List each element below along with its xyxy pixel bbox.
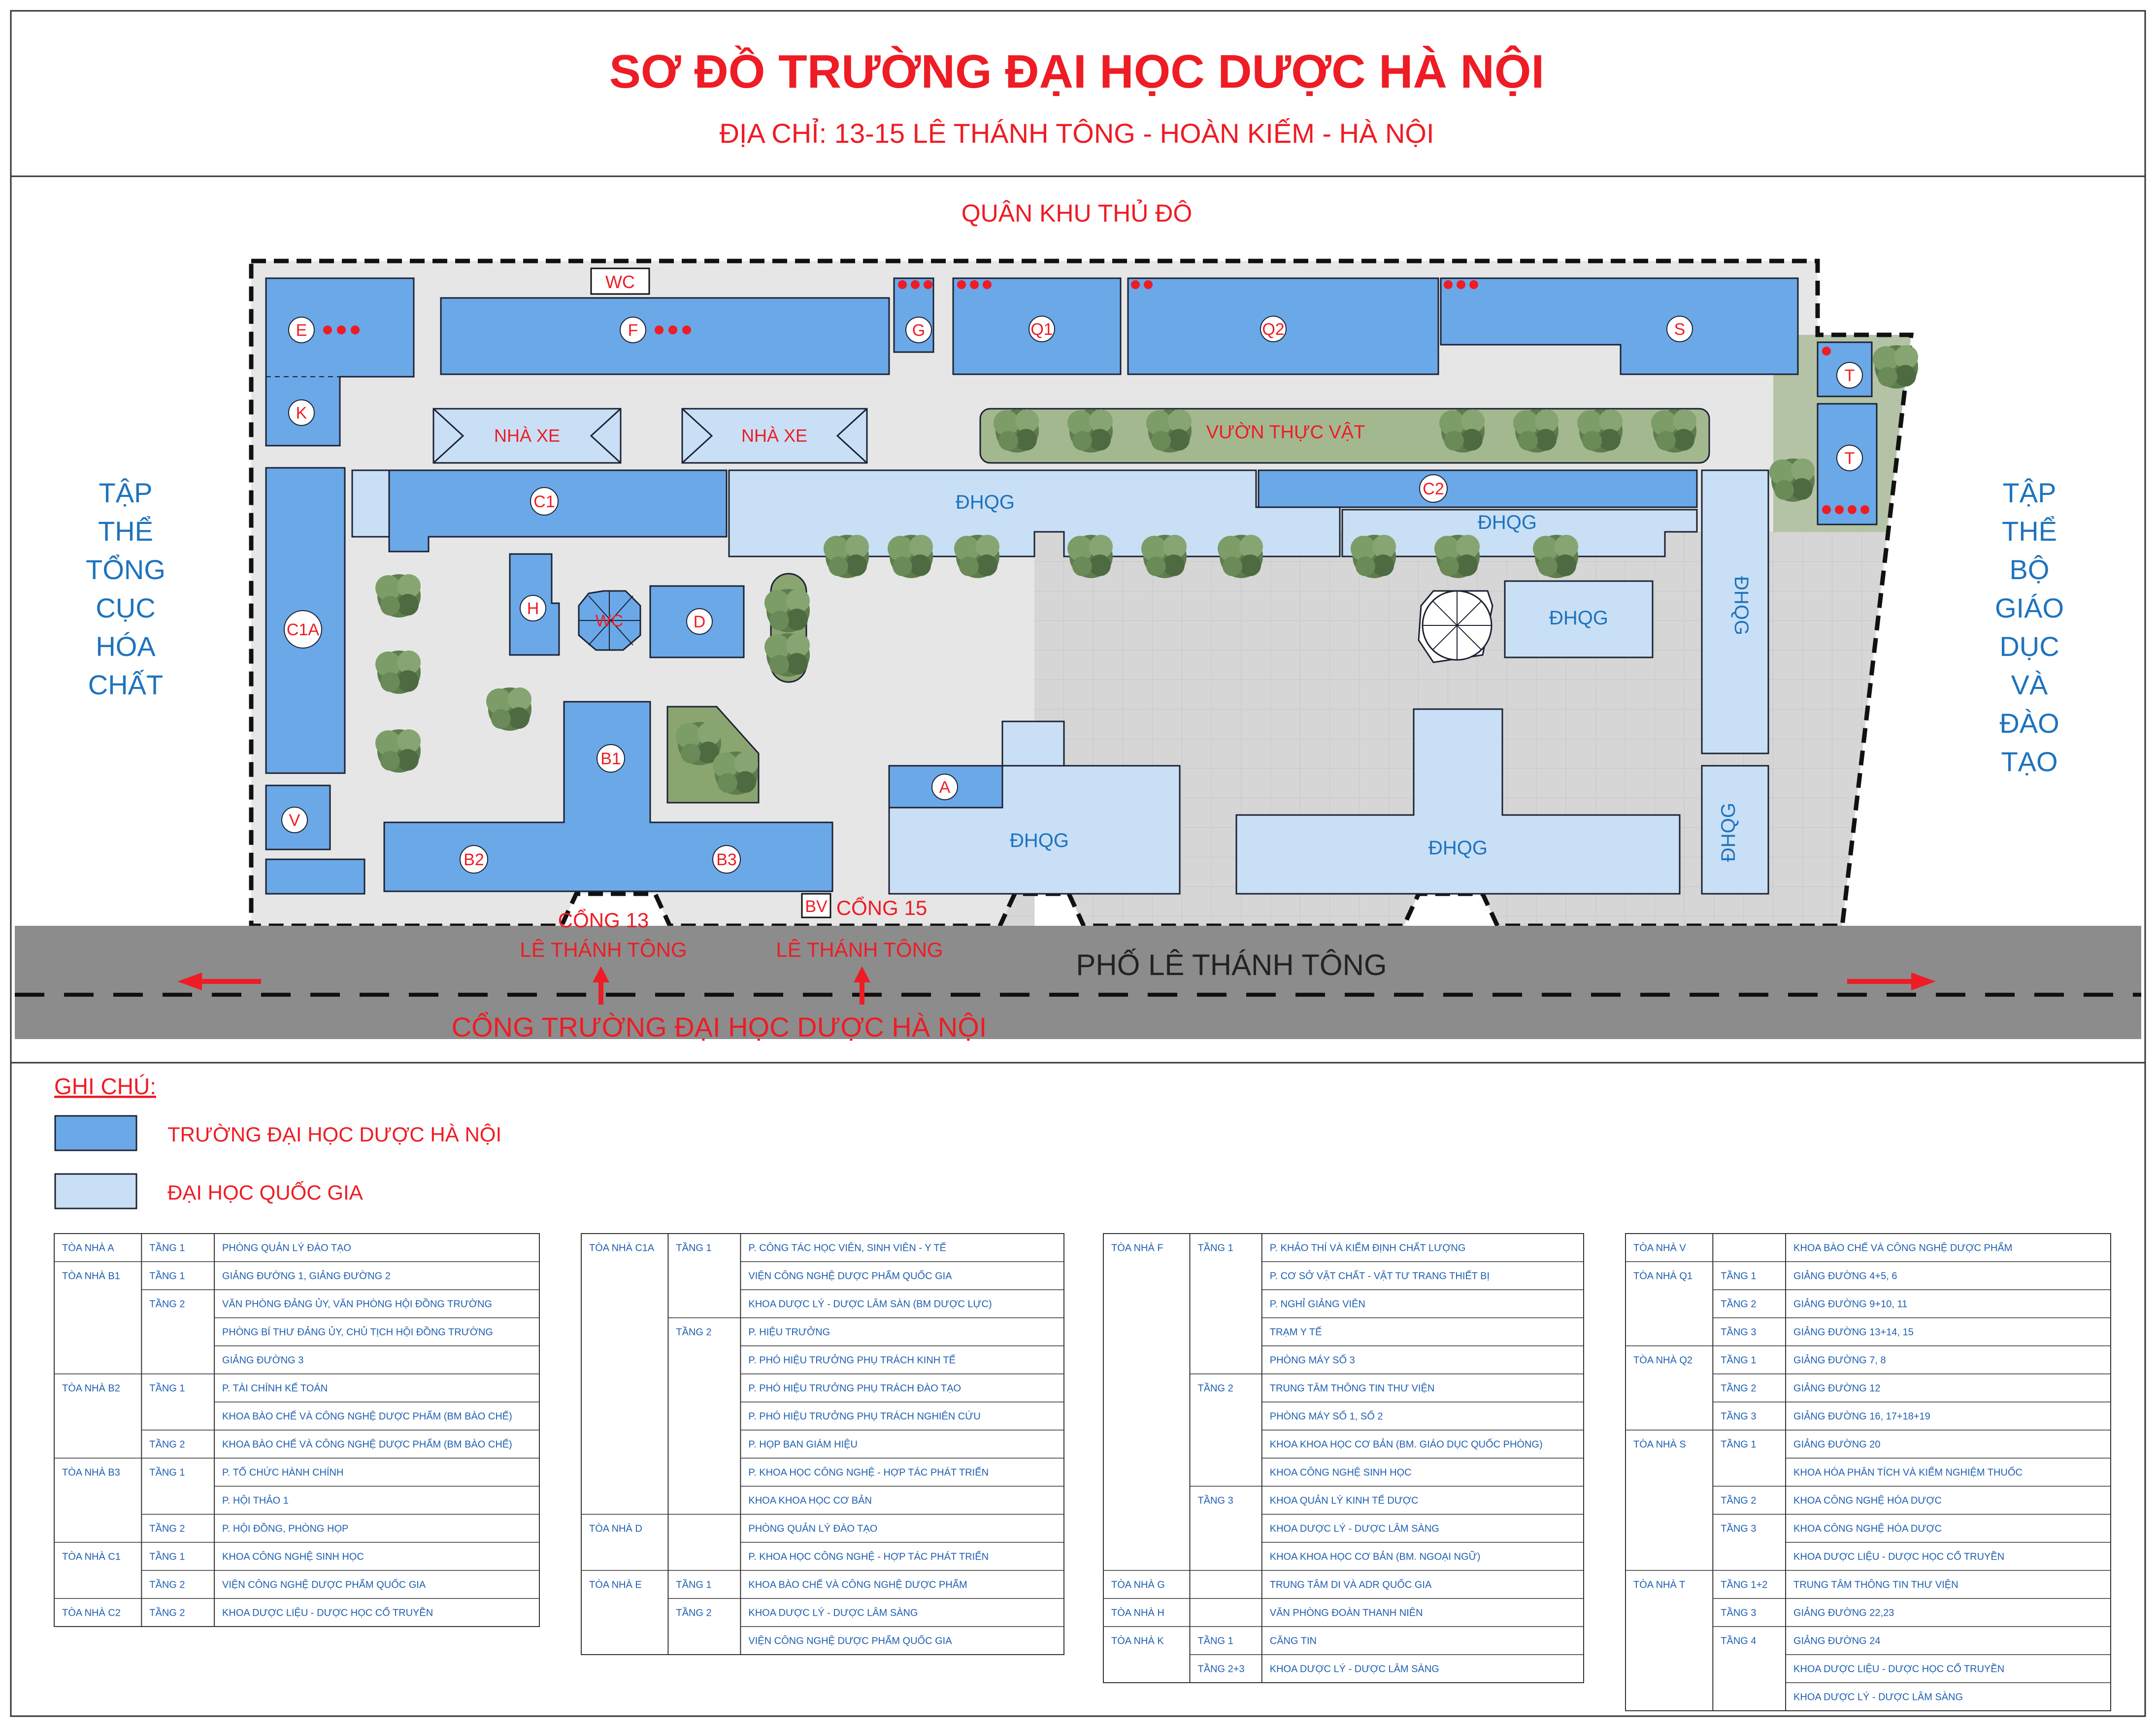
table-cell-room: P. KHOA HỌC CÔNG NGHỆ - HỢP TÁC PHÁT TRIỂN xyxy=(748,1467,989,1478)
building-v-label: V xyxy=(289,811,300,830)
svg-text:B1: B1 xyxy=(600,749,621,768)
table-cell-floor: TẦNG 2+3 xyxy=(1197,1663,1245,1675)
table-cell-building: TÒA NHÀ S xyxy=(1633,1439,1686,1450)
table-cell-room: VIỆN CÔNG NGHỆ DƯỢC PHẨM QUỐC GIA xyxy=(222,1579,426,1591)
table-cell-room: GIẢNG ĐƯỜNG 24 xyxy=(1793,1635,1881,1647)
table-cell-building: TÒA NHÀ Q2 xyxy=(1633,1355,1693,1366)
table-cell-room: GIẢNG ĐƯỜNG 12 xyxy=(1793,1383,1881,1394)
table-cell-floor: TẦNG 2 xyxy=(1721,1383,1757,1394)
table-cell-room: PHÒNG BÍ THƯ ĐẢNG ỦY, CHỦ TỊCH HỘI ĐỒNG TRƯỜNG xyxy=(222,1327,493,1338)
room-table xyxy=(581,1234,1064,1655)
svg-text:ĐHQG: ĐHQG xyxy=(1730,576,1752,635)
gate15-label: CỔNG 15 xyxy=(836,896,928,919)
svg-text:TẬP: TẬP xyxy=(99,477,153,508)
table-cell-room: GIẢNG ĐƯỜNG 3 xyxy=(222,1355,304,1366)
table-cell-room: GIẢNG ĐƯỜNG 9+10, 11 xyxy=(1793,1299,1908,1310)
table-cell-room: CĂNG TIN xyxy=(1269,1635,1317,1647)
table-cell-floor: TẦNG 1 xyxy=(1721,1271,1757,1282)
table-cell-floor: TẦNG 1 xyxy=(149,1271,185,1282)
table-cell-room: P. HỘI ĐỒNG, PHÒNG HỌP xyxy=(222,1523,349,1534)
gate13-label: CỔNG 13 xyxy=(558,909,649,932)
table-cell-room: GIẢNG ĐƯỜNG 7, 8 xyxy=(1793,1355,1886,1366)
table-cell-room: KHOA BÀO CHẾ VÀ CÔNG NGHỆ DƯỢC PHẨM (BM BÀO CHẾ) xyxy=(222,1439,512,1450)
svg-text:TẠO: TẠO xyxy=(2001,746,2058,777)
table-cell-room: PHÒNG QUẢN LÝ ĐÀO TẠO xyxy=(748,1523,878,1534)
table-cell-floor: TẦNG 4 xyxy=(1721,1635,1757,1647)
table-cell-room: KHOA DƯỢC LÝ - DƯỢC LÂM SÀNG xyxy=(1269,1663,1439,1675)
building-a-tower xyxy=(1002,721,1064,766)
table-cell-floor: TẦNG 2 xyxy=(149,1439,185,1450)
table-cell-floor: TẦNG 1 xyxy=(1721,1355,1757,1366)
table-cell-room: P. HỘI THẢO 1 xyxy=(222,1495,289,1506)
table-cell-floor: TẦNG 1 xyxy=(1721,1439,1757,1450)
table-cell-room: KHOA HÓA PHÂN TÍCH VÀ KIỂM NGHIỆM THUỐC xyxy=(1793,1467,2023,1478)
table-cell-floor: TẦNG 3 xyxy=(1721,1607,1757,1619)
svg-text:Q2: Q2 xyxy=(1262,320,1285,339)
table-cell-building: TÒA NHÀ H xyxy=(1111,1607,1164,1619)
svg-text:K: K xyxy=(296,404,307,423)
table-cell-floor: TẦNG 1 xyxy=(149,1551,185,1563)
table-cell-room: VIỆN CÔNG NGHỆ DƯỢC PHẨM QUỐC GIA xyxy=(748,1271,952,1282)
table-cell-floor: TẦNG 2 xyxy=(1721,1299,1757,1310)
table-cell-room: GIẢNG ĐƯỜNG 16, 17+18+19 xyxy=(1793,1411,1930,1422)
table-cell-room: P. TỔ CHỨC HÀNH CHÍNH xyxy=(222,1467,344,1478)
parking-2-label: NHÀ XE xyxy=(741,425,808,446)
table-cell-room: KHOA DƯỢC LÝ - DƯỢC LÂM SÀN (BM DƯỢC LỰC) xyxy=(748,1299,992,1310)
svg-text:DỤC: DỤC xyxy=(1999,631,2059,662)
svg-text:ĐÀO: ĐÀO xyxy=(1999,708,2059,739)
table-cell-room: VĂN PHÒNG ĐẢNG ỦY, VĂN PHÒNG HỘI ĐỒNG TRƯỜNG xyxy=(222,1299,493,1310)
table-cell-room: TRẠM Y TẾ xyxy=(1269,1327,1322,1338)
table-cell-room: GIẢNG ĐƯỜNG 20 xyxy=(1793,1439,1881,1450)
svg-text:HÓA: HÓA xyxy=(96,631,156,662)
table-cell-room: KHOA KHOA HỌC CƠ BẢN xyxy=(748,1495,872,1506)
table-cell-building: TÒA NHÀ G xyxy=(1111,1579,1165,1591)
table-cell-room: P. HIỆU TRƯỞNG xyxy=(748,1327,830,1338)
table-cell-room: GIẢNG ĐƯỜNG 13+14, 15 xyxy=(1793,1327,1914,1338)
table-cell-room: P. CƠ SỞ VẬT CHẤT - VẬT TƯ TRANG THIẾT BỊ xyxy=(1269,1271,1490,1282)
table-cell-room: TRUNG TÂM THÔNG TIN THƯ VIỆN xyxy=(1793,1579,1958,1591)
building-a-label: A xyxy=(939,778,951,797)
connector-c1a-c1 xyxy=(352,470,389,537)
table-cell-room: VIỆN CÔNG NGHỆ DƯỢC PHẨM QUỐC GIA xyxy=(748,1635,952,1647)
svg-text:TẬP: TẬP xyxy=(2002,477,2056,508)
svg-text:B2: B2 xyxy=(464,850,484,869)
table-cell-room: VĂN PHÒNG ĐOÀN THANH NIÊN xyxy=(1269,1607,1423,1619)
table-cell-building: TÒA NHÀ B3 xyxy=(62,1467,120,1478)
svg-text:B3: B3 xyxy=(716,850,737,869)
table-cell-room: P. KHOA HỌC CÔNG NGHỆ - HỢP TÁC PHÁT TRIỂN xyxy=(748,1551,989,1563)
svg-text:BỘ: BỘ xyxy=(2009,554,2050,585)
svg-text:TỔNG: TỔNG xyxy=(86,554,166,585)
table-cell-building: TÒA NHÀ V xyxy=(1633,1242,1686,1254)
table-cell-room: P. HỌP BAN GIÁM HIỆU xyxy=(748,1439,858,1450)
table-cell-building: TÒA NHÀ B2 xyxy=(62,1383,120,1394)
street-name: PHỐ LÊ THÁNH TÔNG xyxy=(1076,948,1387,981)
room-table xyxy=(54,1234,539,1627)
svg-text:C1A: C1A xyxy=(286,620,320,639)
table-cell-room: KHOA KHOA HỌC CƠ BẢN (BM. GIÁO DỤC QUỐC PHÒNG) xyxy=(1269,1439,1543,1450)
building-f[interactable] xyxy=(441,298,889,374)
table-cell-building: TÒA NHÀ A xyxy=(62,1242,114,1254)
table-cell-room: KHOA BÀO CHẾ VÀ CÔNG NGHỆ DƯỢC PHẨM (BM BÀO CHẾ) xyxy=(222,1411,512,1422)
table-cell-room: KHOA DƯỢC LÝ - DƯỢC LÂM SÀNG xyxy=(1269,1523,1439,1534)
table-cell-floor: TẦNG 3 xyxy=(1197,1495,1233,1506)
table-cell-room: KHOA KHOA HỌC CƠ BẢN (BM. NGOẠI NGỮ) xyxy=(1269,1551,1481,1563)
table-cell-building: TÒA NHÀ C2 xyxy=(62,1607,121,1619)
table-cell-room: PHÒNG QUẢN LÝ ĐÀO TẠO xyxy=(222,1242,351,1254)
table-cell-floor: TẦNG 1 xyxy=(149,1383,185,1394)
table-cell-room: KHOA BÀO CHẾ VÀ CÔNG NGHỆ DƯỢC PHẨM xyxy=(1793,1242,2013,1254)
table-cell-room: P. PHÓ HIỆU TRƯỞNG PHỤ TRÁCH KINH TẾ xyxy=(748,1355,956,1366)
table-cell-building: TÒA NHÀ Q1 xyxy=(1633,1271,1693,1282)
table-cell-room: PHÒNG MÁY SỐ 1, SỐ 2 xyxy=(1269,1411,1383,1422)
parking-1-label: NHÀ XE xyxy=(494,425,561,446)
table-cell-room: KHOA CÔNG NGHỆ SINH HỌC xyxy=(222,1551,364,1563)
table-cell-room: KHOA DƯỢC LIỆU - DƯỢC HỌC CỔ TRUYỀN xyxy=(222,1607,433,1619)
table-cell-room: KHOA CÔNG NGHỆ HÓA DƯỢC xyxy=(1793,1495,1942,1506)
table-cell-floor: TẦNG 3 xyxy=(1721,1523,1757,1534)
dhqg-big-label: ĐHQG xyxy=(1428,837,1488,859)
svg-text:THỂ: THỂ xyxy=(98,516,153,547)
table-cell-room: PHÒNG MÁY SỐ 3 xyxy=(1269,1355,1355,1366)
table-cell-floor: TẦNG 1 xyxy=(676,1579,712,1591)
table-cell-floor: TẦNG 2 xyxy=(149,1579,185,1591)
table-cell-floor: TẦNG 2 xyxy=(676,1327,712,1338)
table-cell-room: GIẢNG ĐƯỜNG 1, GIẢNG ĐƯỜNG 2 xyxy=(222,1271,391,1282)
legend-label-hn: TRƯỜNG ĐẠI HỌC DƯỢC HÀ NỘI xyxy=(167,1123,502,1146)
table-cell-building: TÒA NHÀ D xyxy=(589,1523,642,1534)
wc-top-label: WC xyxy=(605,272,635,292)
legend-swatch-hn xyxy=(55,1116,136,1150)
legend-title: GHI CHÚ: xyxy=(54,1074,156,1099)
svg-text:E: E xyxy=(296,321,307,340)
page-title: SƠ ĐỒ TRƯỜNG ĐẠI HỌC DƯỢC HÀ NỘI xyxy=(609,45,1545,98)
svg-text:GIÁO: GIÁO xyxy=(1994,592,2064,623)
table-cell-room: KHOA CÔNG NGHỆ HÓA DƯỢC xyxy=(1793,1523,1942,1534)
botanical-garden-label: VƯỜN THỰC VẬT xyxy=(1206,422,1365,443)
table-cell-building: TÒA NHÀ F xyxy=(1111,1242,1163,1254)
table-cell-room: KHOA DƯỢC LIỆU - DƯỢC HỌC CỔ TRUYỀN xyxy=(1793,1663,2005,1675)
table-cell-room: GIẢNG ĐƯỜNG 4+5, 6 xyxy=(1793,1271,1897,1282)
table-cell-room: KHOA QUẢN LÝ KINH TẾ DƯỢC xyxy=(1269,1495,1419,1506)
table-cell-building: TÒA NHÀ B1 xyxy=(62,1271,120,1282)
table-cell-room: P. TÀI CHÍNH KẾ TOÁN xyxy=(222,1383,328,1394)
dhqg-a-label: ĐHQG xyxy=(1010,830,1069,851)
table-cell-floor: TẦNG 1+2 xyxy=(1721,1579,1768,1591)
table-cell-floor: TẦNG 2 xyxy=(1721,1495,1757,1506)
page-address: ĐỊA CHỈ: 13-15 LÊ THÁNH TÔNG - HOÀN KIẾM - HÀ NỘI xyxy=(719,118,1434,149)
main-gate-label: CỔNG TRƯỜNG ĐẠI HỌC DƯỢC HÀ NỘI xyxy=(451,1011,987,1043)
table-cell-building: TÒA NHÀ C1 xyxy=(62,1551,121,1563)
table-cell-room: KHOA DƯỢC LÝ - DƯỢC LÂM SÀNG xyxy=(748,1607,918,1619)
table-cell-room: P. PHÓ HIỆU TRƯỞNG PHỤ TRÁCH ĐÀO TẠO xyxy=(748,1383,962,1394)
table-cell-room: TRUNG TÂM THÔNG TIN THƯ VIỆN xyxy=(1269,1383,1435,1394)
table-cell-room: KHOA BÀO CHẾ VÀ CÔNG NGHỆ DƯỢC PHẨM xyxy=(748,1579,967,1591)
gate13-street: LÊ THÁNH TÔNG xyxy=(520,938,687,961)
table-cell-room: P. KHẢO THÍ VÀ KIỂM ĐỊNH CHẤT LƯỢNG xyxy=(1269,1242,1466,1254)
table-cell-floor: TẦNG 1 xyxy=(1197,1635,1233,1647)
gate15-street: LÊ THÁNH TÔNG xyxy=(776,938,943,961)
table-cell-room: KHOA DƯỢC LIỆU - DƯỢC HỌC CỔ TRUYỀN xyxy=(1793,1551,2005,1563)
road xyxy=(15,926,2141,1039)
table-cell-building: TÒA NHÀ T xyxy=(1633,1579,1686,1591)
table-cell-room: P. NGHỈ GIẢNG VIÊN xyxy=(1269,1299,1365,1310)
svg-text:C2: C2 xyxy=(1423,480,1444,498)
svg-text:Q1: Q1 xyxy=(1030,320,1053,339)
svg-text:CHẤT: CHẤT xyxy=(88,669,164,700)
table-cell-floor: TẦNG 1 xyxy=(1197,1242,1233,1254)
svg-text:ĐHQG: ĐHQG xyxy=(1549,607,1608,629)
table-cell-floor: TẦNG 1 xyxy=(149,1242,185,1254)
table-cell-floor: TẦNG 2 xyxy=(149,1523,185,1534)
svg-text:S: S xyxy=(1674,320,1686,339)
table-cell-floor: TẦNG 2 xyxy=(1197,1383,1233,1394)
table-cell-room: KHOA DƯỢC LÝ - DƯỢC LÂM SÀNG xyxy=(1793,1692,1963,1703)
building-c2[interactable] xyxy=(1259,470,1697,507)
svg-text:VÀ: VÀ xyxy=(2011,669,2048,700)
table-cell-floor: TẦNG 1 xyxy=(149,1467,185,1478)
svg-text:C1: C1 xyxy=(533,492,555,511)
table-cell-floor: TẦNG 3 xyxy=(1721,1327,1757,1338)
table-cell-floor: TẦNG 2 xyxy=(149,1607,185,1619)
table-cell-floor: TẦNG 2 xyxy=(676,1607,712,1619)
svg-text:THỂ: THỂ xyxy=(2002,516,2057,547)
guard-booth-label: BV xyxy=(805,897,828,916)
table-cell-room: GIẢNG ĐƯỜNG 22,23 xyxy=(1793,1607,1894,1619)
svg-text:G: G xyxy=(912,321,926,340)
svg-text:T: T xyxy=(1844,449,1855,468)
building-h-label: H xyxy=(527,599,539,618)
table-cell-floor: TẦNG 2 xyxy=(149,1299,185,1310)
svg-text:F: F xyxy=(628,321,638,340)
legend-label-qg: ĐẠI HỌC QUỐC GIA xyxy=(167,1181,363,1204)
svg-text:ĐHQG: ĐHQG xyxy=(1478,512,1537,533)
svg-text:T: T xyxy=(1844,366,1855,385)
table-cell-building: TÒA NHÀ E xyxy=(589,1579,642,1591)
north-neighbor: QUÂN KHU THỦ ĐÔ xyxy=(961,199,1193,227)
legend-swatch-qg xyxy=(55,1174,136,1208)
table-cell-room: KHOA CÔNG NGHỆ SINH HỌC xyxy=(1269,1467,1412,1478)
table-cell-building: TÒA NHÀ K xyxy=(1111,1635,1164,1647)
svg-text:CỤC: CỤC xyxy=(96,592,156,623)
room-table xyxy=(1103,1234,1584,1683)
wc-pavilion-label: WC xyxy=(595,612,624,630)
table-cell-floor: TẦNG 3 xyxy=(1721,1411,1757,1422)
building-d-label: D xyxy=(693,613,706,631)
svg-text:ĐHQG: ĐHQG xyxy=(1718,803,1739,862)
table-cell-floor: TẦNG 1 xyxy=(676,1242,712,1254)
table-cell-room: P. CÔNG TÁC HỌC VIÊN, SINH VIÊN - Y TẾ xyxy=(748,1242,946,1254)
table-cell-building: TÒA NHÀ C1A xyxy=(589,1242,655,1254)
table-cell-room: TRUNG TÂM DI VÀ ADR QUỐC GIA xyxy=(1269,1579,1432,1591)
building-v-annex[interactable] xyxy=(266,859,365,894)
room-table xyxy=(1625,1234,2111,1711)
svg-text:ĐHQG: ĐHQG xyxy=(956,491,1015,513)
table-cell-room: P. PHÓ HIỆU TRƯỞNG PHỤ TRÁCH NGHIÊN CỨU xyxy=(748,1411,981,1422)
